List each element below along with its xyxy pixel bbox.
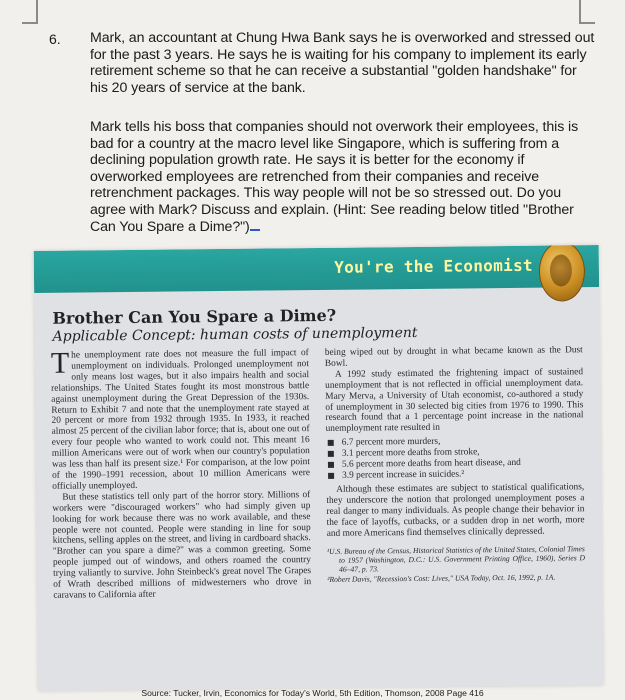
- page-corner-mark-left: [22, 0, 38, 24]
- list-item: 6.7 percent more murders,: [326, 435, 584, 449]
- footnote: ¹U.S. Bureau of the Census, Historical Statistics of the United States, Colonial Times to 1957 (Washington, D.C.: U.S. Government Printing Office, 1960), Series D 46–47, p. 73.: [326, 544, 586, 575]
- reading-title: Brother Can You Spare a Dime?: [52, 305, 337, 328]
- applicable-concept: Applicable Concept: human costs of unemployment: [52, 324, 418, 345]
- source-citation: Source: Tucker, Irvin, Economics for Today's World, 5th Edition, Thomson, 2008 Page 416: [141, 688, 484, 698]
- reading-right-column: [325, 345, 585, 585]
- question-paragraph-2: [90, 119, 595, 235]
- coin-icon: [539, 245, 586, 302]
- statistics-list: [326, 435, 584, 481]
- footnote: ²Robert Davis, "Recession's Cost: Lives," USA Today, Oct. 16, 1992, p. 1A.: [327, 572, 556, 585]
- reading-left-column: [51, 348, 312, 602]
- text-cursor-icon: [250, 219, 260, 231]
- right-paragraph-3: Although these estimates are subject to statistical qualifications, they underscore the notion that prolonged unemployment poses a real danger to many individuals. As people change their behavior in the face of layoffs, cutbacks, or a sudden drop in net worth, more and more Americans find themselves clinically depressed.: [326, 482, 585, 539]
- right-paragraph-1: being wiped out by drought in what became known as the Dust Bowl.: [324, 345, 583, 369]
- left-paragraph-2: But these statistics tell only part of the horror story. Millions of workers were "discouraged workers" who had simply given up looking for work because there was no work available, and these people were not counted. People were standing in line for soup kitchens, selling apples on the street, and living in cardboard shacks. "Brother can you spare a dime?" was a common greeting. Some people jumped out of windows, and others roamed the country trying valiantly to survive. John Steinbeck's great novel The Grapes of Wrath described millions of midwesterners who drove in caravans to California after: [52, 489, 312, 601]
- question-number: 6.: [49, 31, 61, 47]
- question-paragraph-1: Mark, an accountant at Chung Hwa Bank says he is overworked and stressed out for the past 3 years. He says he is waiting for his company to implement its early retirement scheme so that he can receive a substantial "golden handshake" for his 20 years of service at the bank.: [90, 30, 595, 96]
- list-item: 5.6 percent more deaths from heart disease, and: [326, 457, 584, 471]
- page-corner-mark-right: [579, 0, 595, 24]
- list-item: 3.9 percent increase in suicides.²: [326, 468, 584, 482]
- list-item: 3.1 percent more deaths from stroke,: [326, 446, 584, 460]
- right-paragraph-2: A 1992 study estimated the frightening impact of sustained unemployment that is not reflected in official unemployment data. Mary Merva, a University of Utah economist, co-authored a study of unemployment in 30 selected big cities from 1976 to 1990. This research found that a 1 percentage point increase in the national unemployment rate resulted in: [325, 367, 584, 435]
- banner-title: You're the Economist: [334, 255, 533, 277]
- left-paragraph-1: he unemployment rate does not measure the full impact of unemployment on individuals. Prolonged unemployment not only means lost wages, but it also impairs health and social relationships. The United States fought its most monstrous battle against unemployment during the Great Depression of the 1930s. Return to Exhibit 7 and note that the unemployment rate stayed at 20 percent or more from 1932 through 1935. In 1933, it reached almost 25 percent of the civilian labor force; that is, about one out of every four people who wanted to work could not. This meant 16 million Americans were out of work when our country's population was less than half its present size.¹ For comparison, at the low point of the 1990–1991 recession, about 10 million Americans were officially unemployed.: [51, 348, 311, 492]
- question-paragraph-2-text: Mark tells his boss that companies should not overwork their employees, this is bad for a country at the macro level like Singapore, which is suffering from a declining population growth rate. He says it is better for the economy if overworked employees are retrenched from their companies and receive retrenchment packages. This way people will not be so stressed out. Do you agree with Mark? Discuss and explain. (Hint: See reading below titled "Brother Can You Spare a Dime?"): [90, 119, 579, 235]
- footnotes: [327, 545, 585, 585]
- drop-cap: T: [50, 346, 70, 380]
- textbook-excerpt: [34, 245, 604, 691]
- economist-banner: [34, 245, 599, 293]
